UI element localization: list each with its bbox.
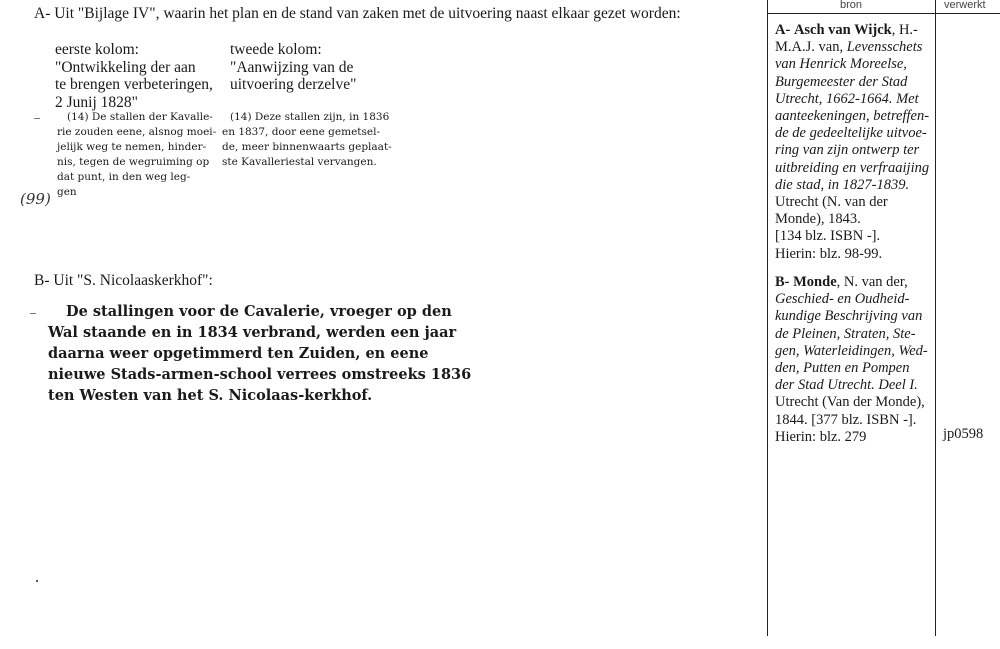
ref-a-line: [134 blz. ISBN -].	[775, 228, 881, 245]
handwritten-page-mark: (99)	[20, 190, 51, 208]
ref-b-label: B-	[775, 274, 790, 290]
column-1-text	[55, 41, 213, 111]
scan-dash	[34, 118, 40, 119]
scan2-line: (14) Deze stallen zijn, in 1836	[230, 111, 390, 123]
ref-b-line: den, Putten en Pompen	[775, 360, 910, 377]
ref-a-line: Monde), 1843.	[775, 211, 861, 228]
ref-a-line: Utrecht (N. van der	[775, 194, 888, 211]
ref-a-line: de de gedeeltelijke uitvoe-	[775, 125, 927, 142]
ref-a-line: Hierin: blz. 98-99.	[775, 245, 883, 262]
col2-line: tweede kolom:	[230, 41, 322, 58]
ref-a-author: Asch van Wijck	[793, 22, 892, 38]
verwerkt-value: jp0598	[943, 426, 984, 442]
ref-a-first-line	[775, 22, 935, 39]
section-b-heading: B- Uit "S. Nicolaaskerkhof":	[34, 272, 213, 289]
b-line: Wal staande en in 1834 verbrand, werden een jaar	[48, 324, 457, 341]
scan2-line: en 1837, door eene gemetsel-	[222, 126, 381, 138]
col1-line: "Ontwikkeling der aan	[55, 58, 196, 76]
ref-b-first-line	[775, 274, 935, 291]
scan1-line: (14) De stallen der Kavalle-	[67, 111, 213, 123]
scan1-line: dat punt, in den weg leg-	[57, 171, 191, 183]
ref-b-line: kundige Beschrijving van	[775, 308, 923, 325]
header-verwerkt: verwerkt	[944, 0, 986, 11]
header-bron: bron	[840, 0, 863, 11]
ref-b-line: 1844. [377 blz. ISBN -].	[775, 411, 917, 428]
b-line: nieuwe Stads-armen-school verrees omstreeks 1836	[48, 366, 472, 383]
ref-b-line: der Stad Utrecht. Deel I.	[775, 377, 918, 394]
table-left-rule	[767, 0, 768, 636]
ref-b-line: Geschied- en Oudheid-	[775, 291, 910, 308]
col1-line: 2 Junij 1828"	[55, 93, 138, 111]
ref-a-line: Utrecht, 1662-1664. Met	[775, 90, 919, 107]
col2-line: uitvoering derzelve"	[230, 76, 357, 94]
ref-a-line: ring van zijn ontwerp ter	[775, 142, 920, 159]
ref-b-line: gen, Waterleidingen, Wed-	[775, 342, 928, 359]
section-b-paragraph	[48, 301, 471, 406]
scan-dash	[30, 313, 36, 314]
ref-a-line: die stad, in 1827-1839.	[775, 176, 910, 193]
scan1-line: rie zouden eene, alsnog moei-	[57, 126, 217, 138]
ref-b-line: de Pleinen, Straten, Ste-	[775, 325, 916, 342]
ref-a-plain: M.A.J. van,	[775, 39, 847, 56]
ref-a-line: uitbreiding en verfraaijing	[775, 159, 930, 176]
ref-a-line	[775, 39, 935, 56]
scan2-line: ste Kavalleriestal vervangen.	[222, 156, 377, 168]
col1-line: te brengen verbeteringen,	[55, 76, 213, 94]
ref-b-line: Hierin: blz. 279	[775, 428, 867, 445]
ref-a-label: A-	[775, 22, 791, 38]
b-line: ten Westen van het S. Nicolaas-kerkhof.	[48, 387, 373, 404]
table-header-rule	[767, 13, 1000, 14]
ref-b-line: Utrecht (Van der Monde),	[775, 394, 925, 411]
ref-a-line: aanteekeningen, betreffen-	[775, 108, 930, 125]
column-2-text	[230, 41, 356, 94]
ref-a-title-start: Levensschets	[846, 39, 923, 56]
scan-footnote-1	[57, 110, 217, 200]
scan-footnote-2	[222, 110, 392, 170]
section-a-heading: A- Uit "Bijlage IV", waarin het plan en de stand van zaken met de uitvoering naast elkaar gezet worden:	[34, 5, 681, 22]
ref-b-author: Monde	[793, 274, 837, 290]
col1-line: eerste kolom:	[55, 41, 139, 58]
b-line: De stallingen voor de Cavalerie, vroeger op den	[66, 303, 452, 320]
col2-line: "Aanwijzing van de	[230, 58, 354, 76]
scan2-line: de, meer binnenwaarts geplaat-	[222, 141, 392, 153]
ref-b-rest: , N. van der,	[836, 274, 908, 290]
table-middle-rule	[935, 0, 936, 636]
scan-dot	[36, 580, 38, 582]
b-line: daarna weer opgetimmerd ten Zuiden, en eene	[48, 345, 429, 362]
reference-b	[775, 274, 935, 446]
ref-a-rest: , H.-	[891, 22, 918, 38]
reference-a	[775, 22, 935, 263]
scan1-line: nis, tegen de wegruiming op	[57, 156, 210, 168]
scan1-line: gen	[57, 186, 77, 198]
ref-a-line: van Henrick Moreelse,	[775, 56, 907, 73]
scan1-line: jelijk weg te nemen, hinder-	[57, 141, 207, 153]
ref-a-line: Burgemeester der Stad	[775, 73, 908, 90]
